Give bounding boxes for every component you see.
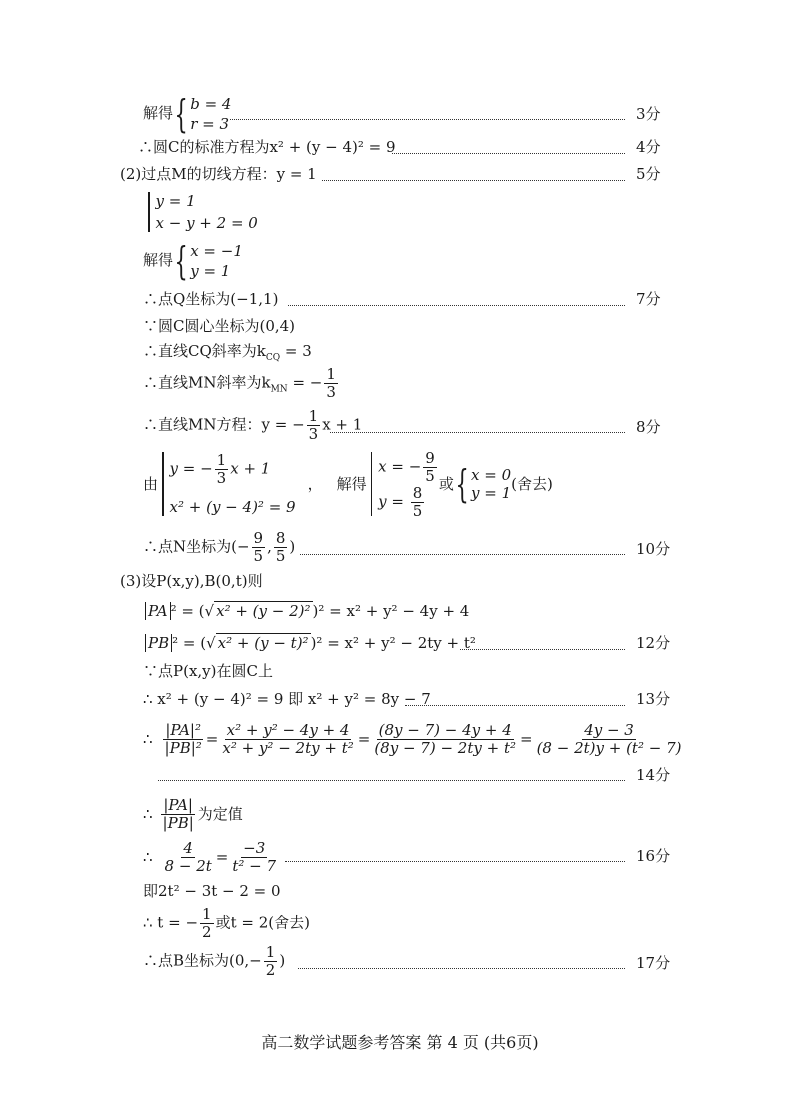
score-4: 4分 [636,138,661,156]
numerator: 1 [216,451,227,469]
solution-line-1: 解得 { b = 4 r = 3 [143,92,232,136]
t-solution-line [143,906,310,941]
score-5: 5分 [636,165,661,183]
system-n: 由 y = − $\frac{1}{3}$ x + 1 x² + (y − 4)² = 9 ， 解得 x = − $\frac{9}{5}$ y = $\frac{8}{5}$ 或 { x = 0 y = 1 (舍去) [143,449,553,520]
leader-dots [298,968,625,969]
system-tangent [148,192,258,232]
numerator: −3 [243,838,266,857]
denominator: |PB|² [164,738,202,757]
leader-dots [460,649,625,650]
leader-dots [330,432,625,433]
text: y = [378,492,409,511]
leader-dots [285,861,625,862]
eq-row: x = −1 [190,242,243,260]
text: ∴ [143,805,153,823]
leader-dots [322,180,625,181]
text: = − [292,373,323,392]
text: , [267,537,272,556]
numerator: |PA| [163,795,193,814]
text: (舍去) [511,475,553,493]
circle-substitute-line: ∴ x² + (y − 4)² = 9 即 x² + y² = 8y − 7 [143,690,431,708]
part3-heading: (3)设P(x,y),B(0,t)则 [120,572,263,590]
denominator: (8 − 2t)y + (t² − 7) [536,738,682,757]
text: x + 1 [230,459,271,478]
page-footer: 高二数学试题参考答案 第 4 页 (共6页) [261,1033,539,1052]
denominator: 5 [253,547,264,565]
denominator: |PB| [162,813,194,832]
leader-dots [300,554,625,555]
eq-row: y = 1 [471,484,512,502]
denominator: 5 [275,547,286,565]
numerator: 1 [202,905,212,923]
slope-mn-line [143,366,340,401]
denominator: x² + y² − 2ty + t² [222,738,354,757]
score-7: 7分 [636,290,661,308]
numerator: (8y − 7) − 4y + 4 [378,720,512,739]
text: 或t = 2(舍去) [215,913,310,932]
pa-squared-line: PA ² = (√ x² + (y − 2)² )² = x² + y² − 4y + 4 [145,602,469,620]
text: = [357,730,371,748]
numerator: x² + y² − 4y + 4 [226,720,350,739]
ratio-line [143,716,685,762]
pb-squared-line: PB ² = (√ x² + (y − t)² )² = x² + y² − 2ty + t² [145,634,476,652]
numerator: 8 [275,529,286,547]
denominator: 3 [216,469,227,487]
text: ∴ [143,848,153,866]
slope-cq-line [143,342,312,367]
quadratic-line: 即2t² − 3t − 2 = 0 [143,882,281,900]
denominator: (8y − 7) − 2ty + t² [374,738,516,757]
text: ∴直线MN斜率为k [143,373,271,392]
leader-dots [158,780,625,781]
text: ² = ( [172,634,207,652]
subscript: CQ [265,353,281,363]
text: 解得 [143,251,174,269]
eq-row: x − y + 2 = 0 [155,214,258,232]
eq-row: r = 3 [190,115,230,133]
score-8: 8分 [636,418,661,436]
text: ∴点B坐标为(0,− [143,951,262,970]
leader-dots [405,705,625,706]
text: x² + (y − t)² [217,634,309,652]
line-mn-equation [143,408,362,443]
numerator: 1 [308,407,319,425]
denominator: t² − 7 [232,856,277,875]
text: 或 [438,475,454,493]
leader-dots [288,305,625,306]
text: PA [145,602,171,620]
score-3: 3分 [636,105,661,123]
text: x = − [378,457,422,476]
numerator: 8 [412,484,423,502]
p-on-circle-line: ∵点P(x,y)在圆C上 [143,662,273,680]
leader-dots [230,119,625,120]
point-n-line [143,530,295,565]
denominator: 5 [412,502,423,520]
numerator: 9 [253,529,264,547]
text: x² + (y − 4)² = 9 [169,498,296,516]
text: 为定值 [197,805,243,823]
text: x² + (y − 2)² [216,602,311,620]
denominator: 8 − 2t [164,856,212,875]
text: ， [307,475,323,493]
circle-equation-line: ∴圆C的标准方程为x² + (y − 4)² = 9 [138,138,396,156]
proportion-line [143,836,280,878]
score-17: 17分 [636,954,671,972]
score-12: 12分 [636,634,671,652]
text: = 3 [284,342,312,360]
score-16: 16分 [636,847,671,865]
text: ∴直线MN方程：y = − [143,415,305,434]
text: x + 1 [322,415,363,434]
denominator: 2 [202,923,212,941]
leader-dots [392,153,625,154]
text: ) [279,951,286,970]
eq-row: y = 1 [190,262,231,280]
text: = [205,730,219,748]
text: )² = x² + y² − 2ty + t² [310,634,476,652]
part2-heading: (2)过点M的切线方程：y = 1 [120,165,317,183]
numerator: 9 [425,449,435,467]
denominator: 3 [326,383,336,401]
denominator: 3 [308,425,319,443]
score-10: 10分 [636,540,671,558]
text: )² = x² + y² − 4y + 4 [312,602,470,620]
text: = [520,730,533,748]
eq-row: y = 1 [155,192,196,210]
text: ∴直线CQ斜率为k [143,342,266,360]
subscript: MN [270,384,288,395]
text: ² = ( [170,602,205,620]
solution-line-q: 解得 { x = −1 y = 1 [143,239,243,283]
center-line: ∵圆C圆心坐标为(0,4) [143,317,296,335]
score-14: 14分 [636,766,671,784]
text: = [215,848,229,866]
text: ) [289,537,296,556]
numerator: |PA|² [165,720,201,739]
text: ∴ [143,730,153,748]
numerator: 1 [326,365,336,383]
score-13: 13分 [636,690,671,708]
numerator: 4y − 3 [584,720,634,739]
eq-row: b = 4 [190,95,232,113]
point-q-line: ∴点Q坐标为(−1,1) [143,290,279,308]
text: 解得 [336,475,367,493]
text: ∴点N坐标为(− [143,537,250,556]
point-b-line [143,944,285,979]
numerator: 4 [183,838,193,857]
text: 解得 [143,104,174,122]
constant-ratio-line [143,792,243,836]
eq-row: x = 0 [471,466,512,484]
denominator: 2 [265,961,276,979]
denominator: 5 [425,467,435,485]
text: 由 [143,475,159,493]
text: PB [145,634,172,652]
text: ∴ t = − [143,913,199,932]
numerator: 1 [265,943,276,961]
text: y = − [169,459,213,478]
